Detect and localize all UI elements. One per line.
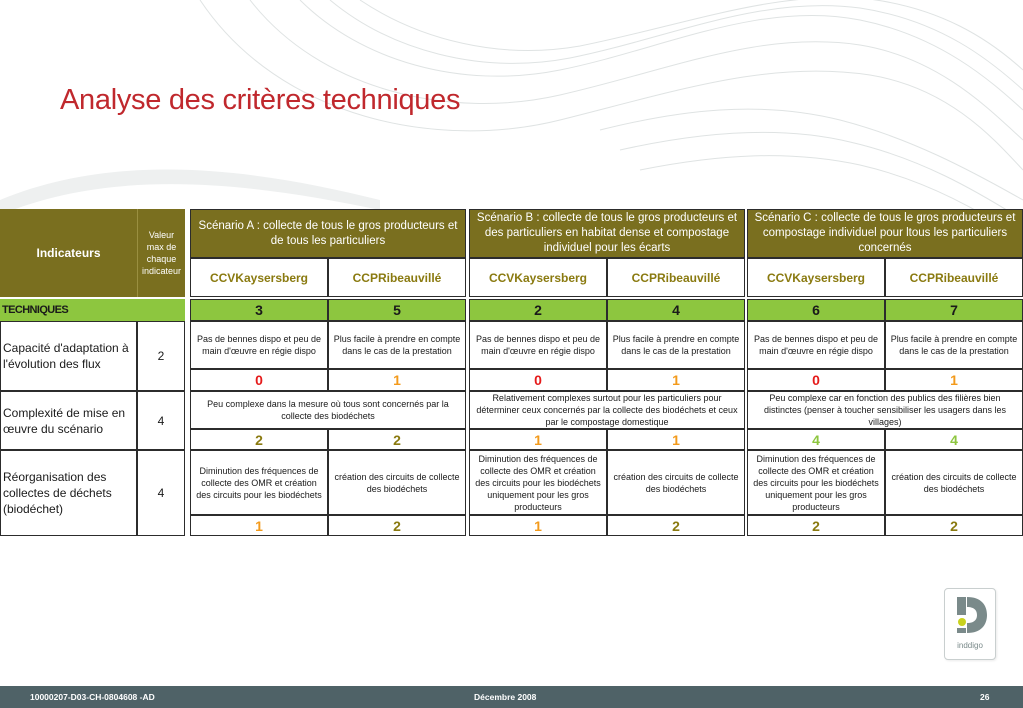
description-row-1-a2: Plus facile à prendre en compte dans le cas de la prestation bbox=[328, 321, 466, 369]
max-row-3: 4 bbox=[137, 450, 185, 536]
description-row-2-a: Peu complexe dans la mesure où tous sont concernés par la collecte des biodéchets bbox=[190, 391, 466, 429]
header-town-c2: CCPRibeauvillé bbox=[885, 258, 1023, 297]
score-row-1-c1: 0 bbox=[747, 369, 885, 391]
score-row-1-a1: 0 bbox=[190, 369, 328, 391]
score-row-3-b2: 2 bbox=[607, 515, 745, 536]
header-town-b2: CCPRibeauvillé bbox=[607, 258, 745, 297]
description-row-2-c: Peu complexe car en fonction des publics des filières bien distinctes (penser à toucher sensibiliser les usagers dans les villages) bbox=[747, 391, 1023, 429]
score-row-2-b2: 1 bbox=[607, 429, 745, 450]
techniques-value-c2: 7 bbox=[885, 299, 1023, 321]
footer-reference: 10000207-D03-CH-0804608 -AD bbox=[30, 692, 155, 702]
footer-date: Décembre 2008 bbox=[474, 692, 537, 702]
page-title: Analyse des critères techniques bbox=[60, 84, 461, 116]
techniques-value-b1: 2 bbox=[469, 299, 607, 321]
max-row-1: 2 bbox=[137, 321, 185, 391]
score-row-1-c2: 1 bbox=[885, 369, 1023, 391]
score-row-1-a2: 1 bbox=[328, 369, 466, 391]
score-row-2-a1: 2 bbox=[190, 429, 328, 450]
description-row-3-b1: Diminution des fréquences de collecte des OMR et création des circuits pour les biodéchets uniquement pour les gros producteurs bbox=[469, 450, 607, 515]
header-indicateurs: Indicateurs bbox=[0, 209, 137, 297]
techniques-value-a1: 3 bbox=[190, 299, 328, 321]
description-row-1-a1: Pas de bennes dispo et peu de main d'œuvre en régie dispo bbox=[190, 321, 328, 369]
footer-page-number: 26 bbox=[980, 692, 990, 702]
description-row-2-b: Relativement complexes surtout pour les particuliers pour déterminer ceux concernés par la collecte des biodéchets et ceux par le compostage domestique bbox=[469, 391, 745, 429]
header-town-a2: CCPRibeauvillé bbox=[328, 258, 466, 297]
logo-mark-icon bbox=[945, 589, 995, 641]
header-scenario-c: Scénario C : collecte de tous le gros producteurs et compostage individuel pour ltous les particuliers concernés bbox=[747, 209, 1023, 258]
score-row-3-a2: 2 bbox=[328, 515, 466, 536]
max-row-2: 4 bbox=[137, 391, 185, 450]
header-town-c1: CCVKaysersberg bbox=[747, 258, 885, 297]
header-town-a1: CCVKaysersberg bbox=[190, 258, 328, 297]
indiggo-logo bbox=[944, 588, 996, 660]
score-row-2-a2: 2 bbox=[328, 429, 466, 450]
score-row-1-b1: 0 bbox=[469, 369, 607, 391]
description-row-1-b2: Plus facile à prendre en compte dans le cas de la prestation bbox=[607, 321, 745, 369]
description-row-1-b1: Pas de bennes dispo et peu de main d'œuvre en régie dispo bbox=[469, 321, 607, 369]
score-row-2-c2: 4 bbox=[885, 429, 1023, 450]
indicator-row-2: Complexité de mise en œuvre du scénario bbox=[0, 391, 137, 450]
score-row-3-c2: 2 bbox=[885, 515, 1023, 536]
score-row-3-b1: 1 bbox=[469, 515, 607, 536]
techniques-label: TECHNIQUES bbox=[0, 299, 185, 321]
description-row-3-a1: Diminution des fréquences de collecte des OMR et création des circuits pour les biodéchets bbox=[190, 450, 328, 515]
header-town-b1: CCVKaysersberg bbox=[469, 258, 607, 297]
techniques-value-c1: 6 bbox=[747, 299, 885, 321]
header-scenario-b: Scénario B : collecte de tous le gros producteurs et des particuliers en habitat dense et compostage individuel pour les écarts bbox=[469, 209, 745, 258]
description-row-3-b2: création des circuits de collecte des biodéchets bbox=[607, 450, 745, 515]
score-row-3-c1: 2 bbox=[747, 515, 885, 536]
description-row-3-c1: Diminution des fréquences de collecte des OMR et création des circuits pour les biodéchets uniquement pour les gros producteurs bbox=[747, 450, 885, 515]
score-row-1-b2: 1 bbox=[607, 369, 745, 391]
score-row-2-c1: 4 bbox=[747, 429, 885, 450]
header-scenario-a: Scénario A : collecte de tous le gros producteurs et de tous les particuliers bbox=[190, 209, 466, 258]
logo-wordmark: inddigo bbox=[957, 641, 983, 650]
footer-bar bbox=[0, 686, 1023, 708]
description-row-1-c2: Plus facile à prendre en compte dans le cas de la prestation bbox=[885, 321, 1023, 369]
header-valeur-max: Valeur max de chaque indicateur bbox=[137, 209, 185, 297]
indicator-row-3: Réorganisation des collectes de déchets (biodéchet) bbox=[0, 450, 137, 536]
techniques-value-a2: 5 bbox=[328, 299, 466, 321]
description-row-3-a2: création des circuits de collecte des biodéchets bbox=[328, 450, 466, 515]
techniques-value-b2: 4 bbox=[607, 299, 745, 321]
score-row-3-a1: 1 bbox=[190, 515, 328, 536]
description-row-3-c2: création des circuits de collecte des biodéchets bbox=[885, 450, 1023, 515]
description-row-1-c1: Pas de bennes dispo et peu de main d'œuvre en régie dispo bbox=[747, 321, 885, 369]
indicator-row-1: Capacité d'adaptation à l'évolution des flux bbox=[0, 321, 137, 391]
score-row-2-b1: 1 bbox=[469, 429, 607, 450]
